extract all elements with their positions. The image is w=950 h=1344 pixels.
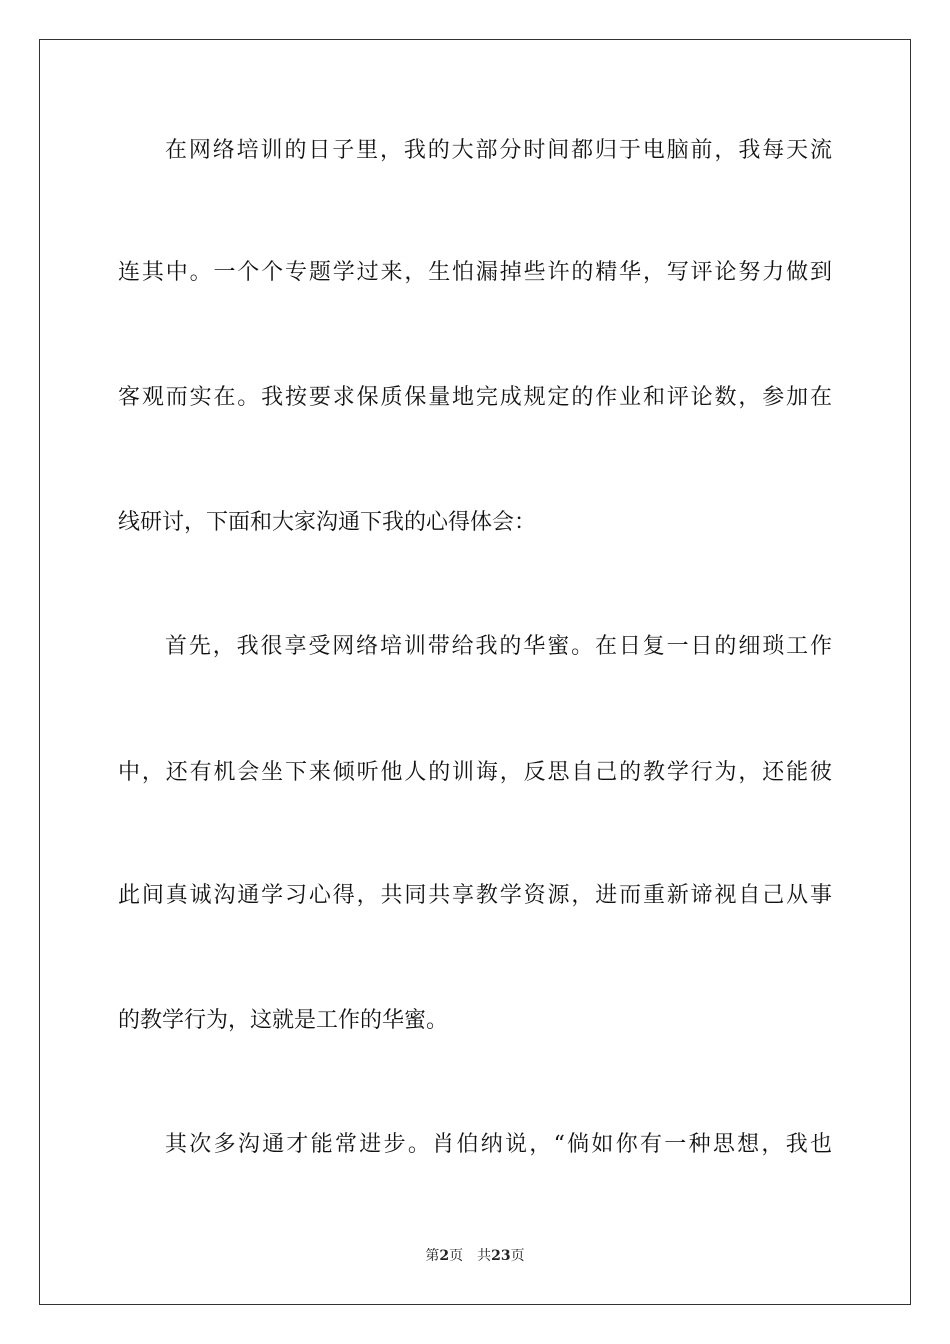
page-prefix: 第 [425,1248,440,1264]
total-pages: 23 [491,1248,511,1264]
paragraph-3-line-1: 其次多沟通才能常进步。肖伯纳说，“倘如你有一种思想，我也 [165,1132,832,1157]
paragraph-2-line-2: 中，还有机会坐下来倾听他人的训诲，反思自己的教学行为，还能彼 [118,760,832,785]
paragraph-2-line-3: 此间真诚沟通学习心得，共同共享教学资源，进而重新谛视自己从事 [118,883,832,908]
paragraph-2-line-4: 的教学行为，这就是工作的华蜜。 [118,1008,449,1033]
page-footer [0,1247,950,1265]
total-prefix: 共 [477,1248,492,1264]
total-suffix: 页 [510,1248,525,1264]
paragraph-1-line-1: 在网络培训的日子里，我的大部分时间都归于电脑前，我每天流 [165,138,832,163]
page-number: 2 [439,1248,450,1264]
paragraph-1-line-2: 连其中。一个个专题学过来，生怕漏掉些许的精华，写评论努力做到 [118,260,832,285]
paragraph-1-line-3: 客观而实在。我按要求保质保量地完成规定的作业和评论数，参加在 [118,385,832,410]
page-suffix: 页 [449,1248,464,1264]
page-border [39,39,911,1305]
paragraph-1-line-4: 线研讨，下面和大家沟通下我的心得体会： [118,510,537,535]
paragraph-2-line-1: 首先，我很享受网络培训带给我的华蜜。在日复一日的细琐工作 [165,634,832,659]
